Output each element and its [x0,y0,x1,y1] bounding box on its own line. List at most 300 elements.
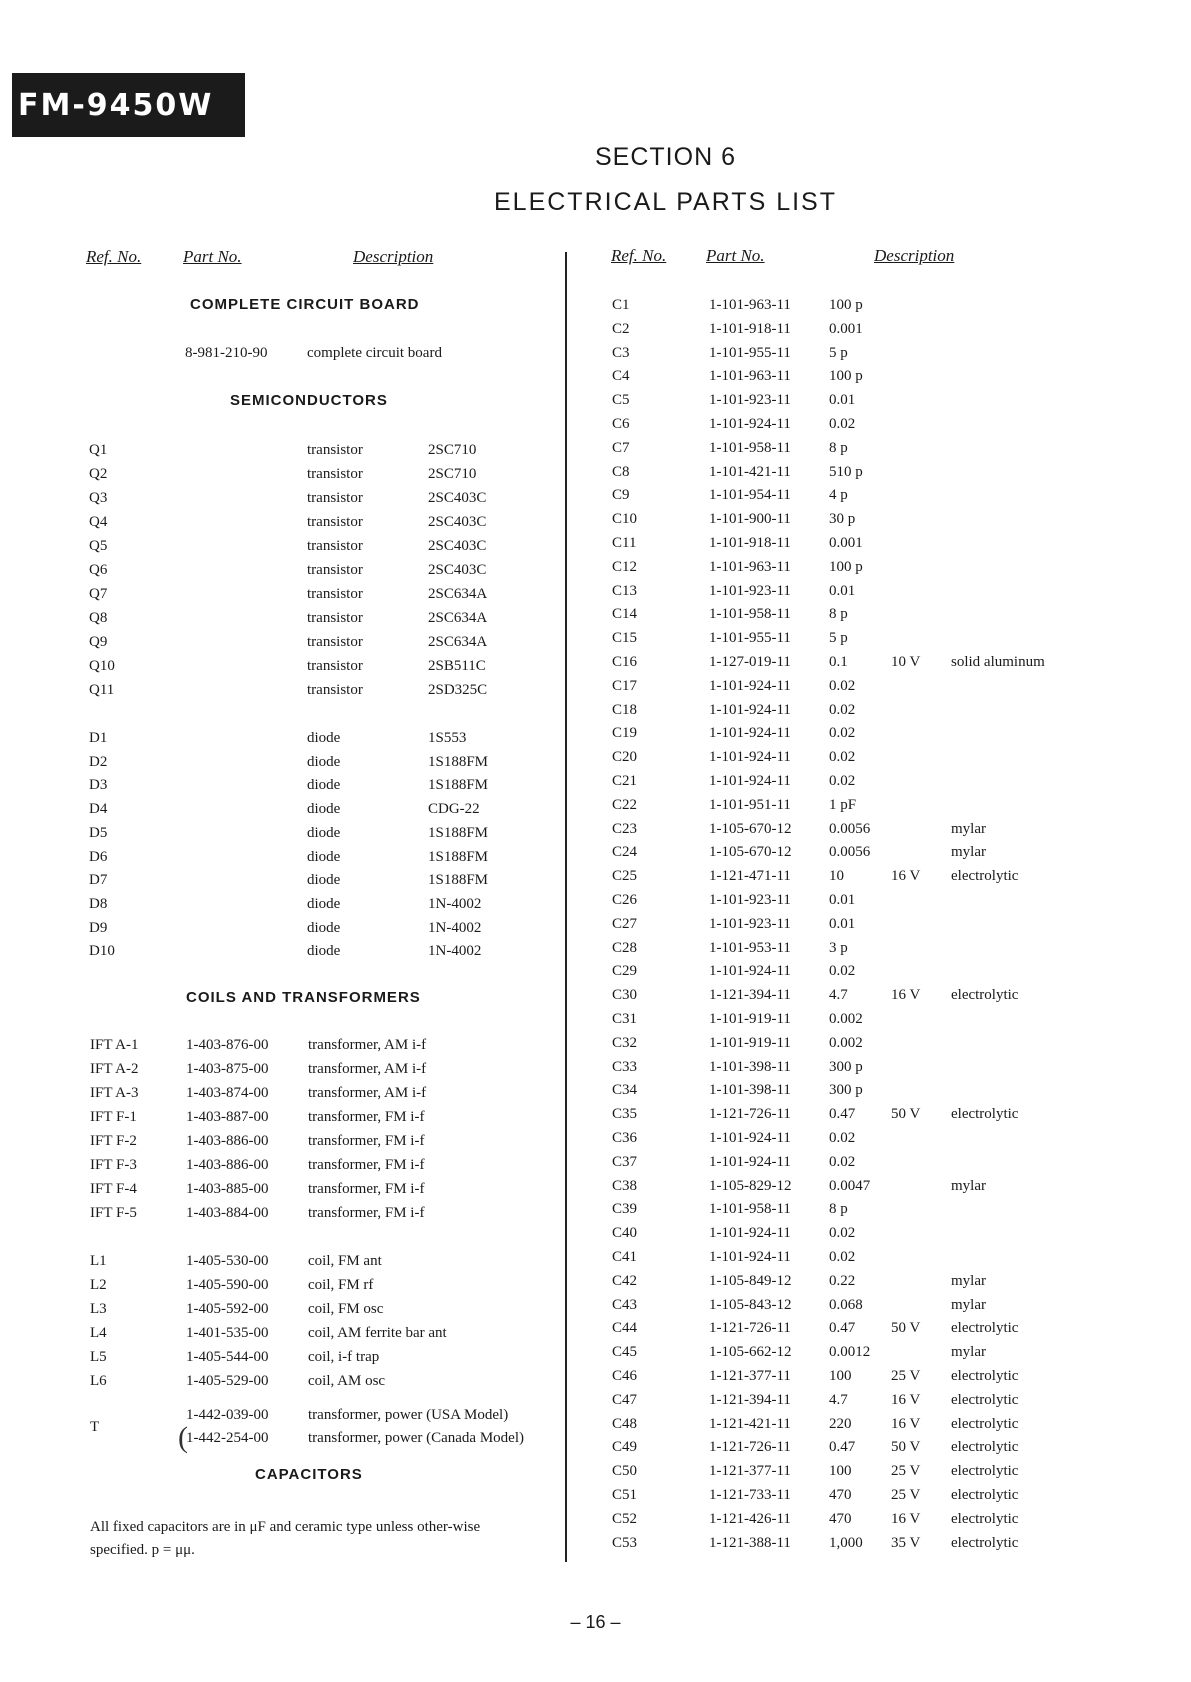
ref-no: C38 [612,1177,638,1194]
ref-no: C31 [612,1011,638,1027]
capacitor-row [0,1175,1191,1197]
header-part-no: Part No. [183,247,242,266]
capacitor-row [0,1246,1191,1268]
capacitance: 0.001 [829,320,863,337]
part-type: 1S188FM [428,824,489,841]
description: transformer, AM i-f [308,1061,427,1077]
part-no: 1-105-670-12 [709,820,792,837]
capacitance: 220 [829,1415,852,1432]
part-type: 1S188FM [428,872,489,889]
ref-no: C13 [612,582,638,599]
description: transistor [307,538,363,554]
part-no: 1-101-919-11 [709,1011,791,1027]
part-no: 1-101-955-11 [709,344,791,361]
ref-no: IFT A-2 [90,1061,139,1077]
capacitor-row [0,675,1191,697]
right-header-part-no: Part No. [706,246,765,265]
ref-no: C25 [612,868,638,885]
ref-no: IFT A-3 [90,1085,139,1101]
capacitance: 470 [829,1510,852,1527]
part-no: 1-121-421-11 [709,1415,791,1432]
capacitor-row [0,984,1191,1006]
part-no: 1-101-924-11 [709,1130,791,1146]
capacitor-row [0,318,1191,340]
ref-no: C42 [612,1272,638,1289]
capacitance: 300 p [829,1058,863,1075]
capacitor-type: electrolytic [951,1415,1019,1432]
ref-no: L2 [90,1277,107,1293]
part-no: 1-105-829-12 [709,1177,792,1194]
capacitor-row [0,532,1191,554]
capacitor-row [0,960,1191,982]
capacitor-row [0,1413,1191,1435]
part-no: 1-101-924-11 [709,773,791,789]
part-no: 1-105-849-12 [709,1272,792,1289]
part-no: 1-121-726-11 [709,1106,791,1123]
ref-no: L5 [90,1349,107,1365]
capacitor-type: electrolytic [951,1487,1019,1503]
capacitor-row [0,1270,1191,1292]
ref-no: D8 [89,895,108,912]
part-no: 1-403-884-00 [186,1205,269,1221]
capacitance: 0.47 [829,1106,856,1123]
ref-no: C33 [612,1058,638,1075]
ref-no: IFT F-5 [90,1205,137,1221]
ref-no: C4 [612,368,630,385]
capacitor-type: solid aluminum [951,654,1045,670]
part-type: 1N-4002 [428,943,482,960]
part-no: 1-405-544-00 [186,1349,269,1365]
capacitor-row [0,627,1191,649]
ref-no: C10 [612,511,638,528]
description: diode [307,801,341,818]
ref-no: C27 [612,915,638,932]
part-no: 1-121-471-11 [709,868,791,885]
part-no: 1-101-924-11 [709,677,791,694]
description: diode [307,919,341,936]
ref-no: C51 [612,1487,638,1503]
capacitance: 3 p [829,939,848,956]
capacitor-type: electrolytic [951,1439,1019,1456]
capacitor-type: electrolytic [951,1510,1019,1527]
capacitor-type: electrolytic [951,868,1019,885]
ref-no: C53 [612,1534,638,1551]
part-no: 1-101-923-11 [709,915,791,932]
description: transistor [307,610,363,626]
part-no: 1-101-919-11 [709,1034,791,1051]
ref-no: C36 [612,1130,638,1146]
capacitor-row [0,699,1191,721]
part-no: 1-101-951-11 [709,796,791,813]
part-no: 1-121-726-11 [709,1320,791,1337]
ref-no: C18 [612,701,638,718]
capacitance: 8 p [829,1201,848,1218]
capacitance: 100 [829,1463,852,1480]
description: transformer, FM i-f [308,1181,425,1197]
part-no: 1-101-924-11 [709,1225,791,1242]
part-type: 2SC710 [428,442,477,458]
capacitance: 0.1 [829,654,848,670]
ref-no: Q11 [89,682,115,698]
capacitor-row [0,1317,1191,1339]
capacitor-row [0,1365,1191,1387]
capacitor-row [0,770,1191,792]
capacitor-row [0,722,1191,744]
part-type: 1S188FM [428,848,489,865]
capacitance: 4.7 [829,987,848,1004]
part-no: 1-101-924-11 [709,416,791,432]
capacitor-row [0,413,1191,435]
ref-no: Q8 [89,610,108,626]
part-no: 1-403-886-00 [186,1157,269,1173]
capacitor-row [0,580,1191,602]
capacitance: 100 p [829,297,863,313]
capacitor-type: mylar [951,820,986,837]
description: coil, FM rf [308,1277,374,1293]
description: diode [307,730,341,746]
description: transistor [307,586,363,602]
description: diode [307,824,341,841]
capacitance: 8 p [829,439,848,456]
right-header-description: Description [874,246,955,265]
capacitance: 0.02 [829,963,856,980]
part-no: 1-101-923-11 [709,582,791,599]
capacitance: 0.0056 [829,844,871,861]
description: transistor [307,514,363,530]
power-transformer-desc: transformer, power (Canada Model) [308,1430,524,1446]
ref-no: IFT F-1 [90,1109,137,1125]
voltage: 25 V [891,1368,921,1384]
part-no: 1-101-421-11 [709,463,791,480]
capacitor-row [0,1294,1191,1316]
capacitance: 100 [829,1368,852,1384]
part-no: 1-101-923-11 [709,392,791,409]
ref-no: C32 [612,1034,638,1051]
board-description: complete circuit board [307,345,442,361]
part-no: 1-105-843-12 [709,1296,792,1313]
part-no: 1-403-886-00 [186,1133,269,1149]
description: diode [307,872,341,889]
power-transformer-desc: transformer, power (USA Model) [308,1407,509,1423]
part-no: 1-101-953-11 [709,939,791,956]
description: diode [307,777,341,794]
ref-no: C29 [612,963,638,980]
voltage: 16 V [891,1415,921,1432]
capacitor-row [0,1222,1191,1244]
part-type: 1S188FM [428,777,489,794]
ref-no: Q1 [89,442,108,458]
part-no: 1-101-924-11 [709,963,791,980]
description: coil, AM osc [308,1373,386,1389]
voltage: 16 V [891,1391,921,1408]
capacitance: 1 pF [829,796,857,813]
capacitance: 0.22 [829,1272,856,1289]
capacitor-type: electrolytic [951,1106,1019,1123]
ref-no: D7 [89,872,108,889]
section-capacitors: CAPACITORS [255,1466,363,1483]
ref-no: IFT F-2 [90,1133,137,1149]
ref-no: C17 [612,677,638,694]
right-header-ref-no: Ref. No. [611,246,667,265]
capacitor-row [0,1032,1191,1054]
capacitance: 0.02 [829,749,856,766]
capacitance: 5 p [829,630,848,647]
ref-no: L6 [90,1373,107,1389]
part-type: 2SC403C [428,562,487,578]
capacitor-row [0,484,1191,506]
capacitance: 0.02 [829,725,856,742]
part-type: 1S188FM [428,753,489,770]
ref-no: C7 [612,439,630,456]
ref-no: IFT F-3 [90,1157,137,1173]
part-no: 1-127-019-11 [709,654,791,670]
part-no: 1-405-529-00 [186,1373,269,1389]
ref-no: C39 [612,1201,638,1218]
part-type: 1N-4002 [428,895,482,912]
part-no: 1-121-394-11 [709,1391,791,1408]
capacitor-row [0,508,1191,530]
voltage: 25 V [891,1487,921,1503]
page-number: – 16 – [570,1612,621,1632]
capacitor-row [0,342,1191,364]
capacitance: 1,000 [829,1534,863,1551]
ref-no: C16 [612,654,638,670]
ref-no: Q9 [89,634,108,650]
capacitor-row [0,437,1191,459]
voltage: 50 V [891,1106,921,1123]
capacitance: 0.02 [829,701,856,718]
description: transformer, AM i-f [308,1037,427,1053]
part-no: 1-101-924-11 [709,701,791,718]
capacitor-type: mylar [951,1344,986,1361]
ref-no: C41 [612,1249,638,1265]
capacitance: 0.47 [829,1439,856,1456]
part-type: 2SB511C [428,658,486,674]
ref-no: D2 [89,753,108,770]
ref-no: C22 [612,796,638,813]
capacitor-row [0,1079,1191,1101]
description: coil, FM ant [308,1253,382,1269]
part-no: 1-101-963-11 [709,297,791,313]
capacitor-row [0,389,1191,411]
ref-no: C11 [612,535,637,551]
capacitor-row [0,1508,1191,1530]
capacitor-row [0,603,1191,625]
ref-no: C44 [612,1320,638,1337]
ref-no: C34 [612,1082,638,1099]
capacitance: 510 p [829,463,863,480]
capacitance: 0.02 [829,677,856,694]
part-no: 1-101-923-11 [709,892,791,908]
capacitance: 0.002 [829,1034,863,1051]
capacitance: 0.0056 [829,820,871,837]
capacitor-type: electrolytic [951,1391,1019,1408]
description: diode [307,848,341,865]
part-no: 1-101-963-11 [709,558,791,575]
ref-no: C46 [612,1368,638,1384]
voltage: 50 V [891,1320,921,1337]
capacitor-type: mylar [951,1296,986,1313]
capacitance: 5 p [829,344,848,361]
description: transformer, AM i-f [308,1085,427,1101]
ref-no: C1 [612,297,630,313]
part-no: 1-101-398-11 [709,1058,791,1075]
ref-no: C9 [612,487,630,504]
ref-no: C24 [612,844,638,861]
capacitance: 30 p [829,511,856,528]
description: transistor [307,466,363,482]
ref-no: C45 [612,1344,638,1361]
capacitance: 0.0012 [829,1344,871,1361]
ref-no: C49 [612,1439,638,1456]
part-no: 1-121-426-11 [709,1510,791,1527]
ref-no: D3 [89,777,108,794]
capacitance: 0.002 [829,1011,863,1027]
part-no: 1-403-885-00 [186,1181,269,1197]
part-no: 1-105-670-12 [709,844,792,861]
description: transistor [307,658,363,674]
part-type: 2SC403C [428,538,487,554]
capacitor-type: electrolytic [951,987,1019,1004]
ref-no: IFT F-4 [90,1181,137,1197]
part-no: 1-121-733-11 [709,1487,791,1503]
description: coil, i-f trap [308,1349,380,1365]
description: transistor [307,562,363,578]
description: transistor [307,490,363,506]
capacitor-type: mylar [951,1272,986,1289]
ref-no: C35 [612,1106,638,1123]
capacitance: 0.0047 [829,1177,871,1194]
ref-no: C50 [612,1463,638,1480]
ref-no: Q2 [89,466,108,482]
ref-no: C30 [612,987,638,1004]
capacitor-row [0,1436,1191,1458]
description: diode [307,895,341,912]
capacitor-row [0,651,1191,673]
capacitor-type: electrolytic [951,1534,1019,1551]
voltage: 10 V [891,654,921,670]
capacitor-type: electrolytic [951,1463,1019,1480]
capacitor-row [0,937,1191,959]
ref-no: C14 [612,606,638,623]
description: transistor [307,682,363,698]
capacitance: 0.02 [829,416,856,432]
part-type: 2SD325C [428,682,488,698]
capacitance: 0.02 [829,1225,856,1242]
capacitor-row [0,1151,1191,1173]
part-no: 1-403-887-00 [186,1109,269,1125]
capacitance: 100 p [829,368,863,385]
part-no: 1-403-874-00 [186,1085,269,1101]
description: transistor [307,634,363,650]
ref-no: D5 [89,824,108,841]
capacitor-row [0,841,1191,863]
voltage: 25 V [891,1463,921,1480]
part-no: 1-101-954-11 [709,487,791,504]
voltage: 16 V [891,868,921,885]
capacitor-note: All fixed capacitors are in μF and ceramic type unless other-wise specified. p = μμ. [90,1519,481,1558]
ref-no: D10 [89,943,115,960]
part-no: 1-101-918-11 [709,320,791,337]
header-ref-no: Ref. No. [86,247,142,266]
part-no: 1-101-918-11 [709,535,791,551]
capacitor-row [0,1460,1191,1482]
capacitor-row [0,294,1191,316]
part-no: 1-405-592-00 [186,1301,269,1317]
capacitor-row [0,556,1191,578]
part-no: 1-101-958-11 [709,439,791,456]
ref-no: C26 [612,892,638,908]
capacitor-row [0,1127,1191,1149]
ref-no: Q10 [89,658,115,674]
capacitor-row [0,1103,1191,1125]
capacitance: 300 p [829,1082,863,1099]
power-transformer-ref: T [90,1419,100,1435]
part-no: 1-101-900-11 [709,511,791,528]
section-complete-board: COMPLETE CIRCUIT BOARD [190,296,420,313]
part-no: 1-405-590-00 [186,1277,269,1293]
ref-no: C5 [612,392,630,409]
part-no: 1-101-924-11 [709,1249,791,1265]
ref-no: D6 [89,848,108,865]
ref-no: C6 [612,416,630,432]
ref-no: C23 [612,820,638,837]
ref-no: Q4 [89,514,108,530]
ref-no: Q3 [89,490,108,506]
capacitor-type: electrolytic [951,1320,1019,1337]
capacitance: 4 p [829,487,848,504]
capacitance: 100 p [829,558,863,575]
ref-no: C48 [612,1415,638,1432]
voltage: 16 V [891,987,921,1004]
capacitance: 470 [829,1487,852,1503]
section-title: SECTION 6 [595,143,736,171]
capacitor-row [0,461,1191,483]
description: diode [307,943,341,960]
ref-no: C37 [612,1153,638,1170]
part-type: 1S553 [428,730,467,746]
description: coil, FM osc [308,1301,384,1317]
part-type: 1N-4002 [428,919,482,936]
capacitance: 0.47 [829,1320,856,1337]
description: transformer, FM i-f [308,1109,425,1125]
voltage: 50 V [891,1439,921,1456]
header-description: Description [353,247,434,266]
part-no: 1-401-535-00 [186,1325,269,1341]
part-no: 1-405-530-00 [186,1253,269,1269]
capacitance: 0.02 [829,773,856,789]
capacitor-row [0,794,1191,816]
ref-no: C3 [612,344,630,361]
capacitor-row [0,1056,1191,1078]
part-no: 1-121-394-11 [709,987,791,1004]
description: transformer, FM i-f [308,1157,425,1173]
part-type: 2SC634A [428,610,488,626]
capacitor-type: mylar [951,1177,986,1194]
description: transformer, FM i-f [308,1205,425,1221]
part-no: 1-121-377-11 [709,1368,791,1384]
description: transistor [307,442,363,458]
section-semiconductors: SEMICONDUCTORS [230,392,388,409]
capacitance: 0.01 [829,582,856,599]
capacitance: 0.01 [829,892,856,908]
description: transformer, FM i-f [308,1133,425,1149]
part-type: CDG-22 [428,801,480,818]
capacitor-row [0,365,1191,387]
ref-no: C40 [612,1225,638,1242]
ref-no: L3 [90,1301,107,1317]
description: diode [307,753,341,770]
